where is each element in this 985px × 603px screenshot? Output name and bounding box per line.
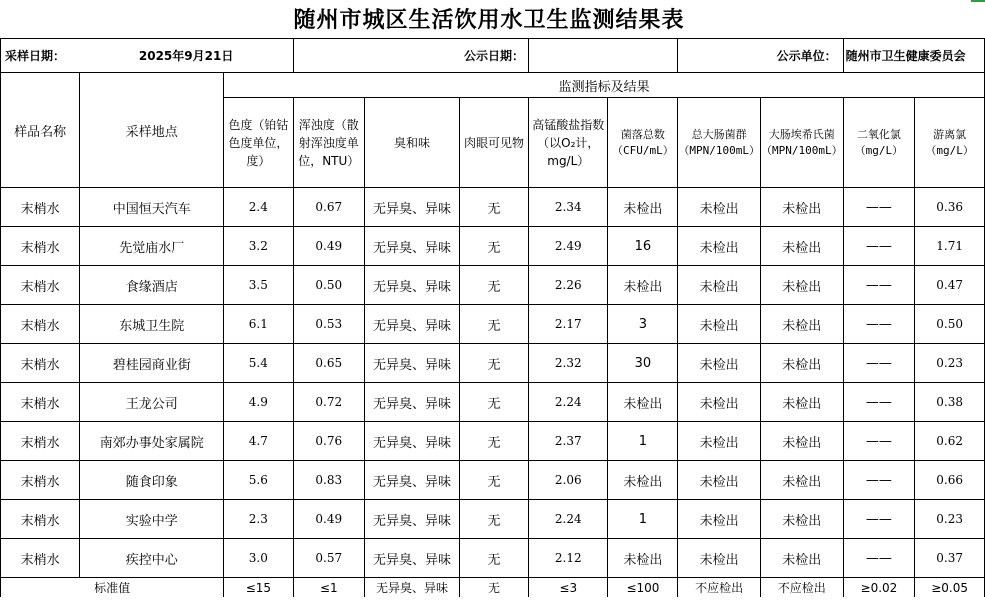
- standard-value-cell: 无异臭、异味: [364, 578, 459, 598]
- value-cell: 3.0: [224, 539, 293, 578]
- value-cell: 0.23: [915, 344, 985, 383]
- location-cell: 东城卫生院: [80, 305, 224, 344]
- value-cell: 未检出: [678, 266, 761, 305]
- publish-date-value: [529, 39, 678, 73]
- value-cell: 无: [459, 266, 528, 305]
- value-cell: 6.1: [224, 305, 293, 344]
- value-cell: 未检出: [678, 422, 761, 461]
- value-cell: 无异臭、异味: [364, 461, 459, 500]
- value-cell: 无异臭、异味: [364, 539, 459, 578]
- value-cell: ——: [843, 266, 915, 305]
- value-cell: 未检出: [760, 188, 843, 227]
- sample-name-cell: 末梢水: [1, 266, 80, 305]
- sample-name-cell: 末梢水: [1, 500, 80, 539]
- sample-name-cell: 末梢水: [1, 383, 80, 422]
- value-cell: 未检出: [608, 461, 678, 500]
- value-cell: 30: [608, 344, 678, 383]
- table-row: [1, 422, 985, 461]
- header-row-group: [1, 73, 985, 98]
- value-cell: 未检出: [678, 344, 761, 383]
- standard-row: [1, 578, 985, 598]
- value-cell: 0.57: [293, 539, 364, 578]
- value-cell: ——: [843, 539, 915, 578]
- value-cell: 0.66: [915, 461, 985, 500]
- standard-value-cell: 不应检出: [760, 578, 843, 598]
- table-row: [1, 344, 985, 383]
- value-cell: 1.71: [915, 227, 985, 266]
- location-cell: 随食印象: [80, 461, 224, 500]
- publish-unit-label: 公示单位：: [678, 39, 843, 73]
- value-cell: 4.7: [224, 422, 293, 461]
- info-row: [1, 39, 985, 73]
- value-cell: 0.36: [915, 188, 985, 227]
- header-col-1: 浑浊度（散射浑浊度单位，NTU）: [293, 98, 364, 188]
- value-cell: 0.49: [293, 227, 364, 266]
- location-cell: 王龙公司: [80, 383, 224, 422]
- location-cell: 先觉庙水厂: [80, 227, 224, 266]
- table-row: [1, 266, 985, 305]
- sample-name-cell: 末梢水: [1, 539, 80, 578]
- value-cell: 未检出: [760, 227, 843, 266]
- sample-name-cell: 末梢水: [1, 344, 80, 383]
- value-cell: 0.37: [915, 539, 985, 578]
- value-cell: 5.4: [224, 344, 293, 383]
- value-cell: 1: [608, 422, 678, 461]
- value-cell: 2.17: [529, 305, 608, 344]
- value-cell: 无异臭、异味: [364, 500, 459, 539]
- value-cell: 2.3: [224, 500, 293, 539]
- sample-name-cell: 末梢水: [1, 227, 80, 266]
- value-cell: 2.34: [529, 188, 608, 227]
- value-cell: 2.32: [529, 344, 608, 383]
- value-cell: 未检出: [678, 461, 761, 500]
- value-cell: 未检出: [608, 539, 678, 578]
- standard-value-cell: ≤3: [529, 578, 608, 598]
- header-col-0: 色度（铂钴色度单位，度）: [224, 98, 293, 188]
- value-cell: 无异臭、异味: [364, 383, 459, 422]
- value-cell: 未检出: [760, 461, 843, 500]
- report-title: 随州市城区生活饮用水卫生监测结果表: [293, 7, 685, 33]
- value-cell: 无: [459, 344, 528, 383]
- standard-value-cell: 无: [459, 578, 528, 598]
- sample-name-cell: 末梢水: [1, 422, 80, 461]
- value-cell: 2.49: [529, 227, 608, 266]
- value-cell: ——: [843, 461, 915, 500]
- value-cell: 2.12: [529, 539, 608, 578]
- value-cell: 未检出: [678, 539, 761, 578]
- value-cell: 2.24: [529, 500, 608, 539]
- table-row: [1, 539, 985, 578]
- value-cell: 未检出: [760, 539, 843, 578]
- value-cell: 2.37: [529, 422, 608, 461]
- value-cell: 0.83: [293, 461, 364, 500]
- location-cell: 中国恒天汽车: [80, 188, 224, 227]
- value-cell: 未检出: [678, 500, 761, 539]
- value-cell: 未检出: [608, 383, 678, 422]
- header-col-4: 高锰酸盐指数（以O₂计，mg/L）: [529, 98, 608, 188]
- value-cell: 未检出: [760, 383, 843, 422]
- header-col-7: 大肠埃希氏菌（MPN/100mL）: [760, 98, 843, 188]
- value-cell: 未检出: [760, 305, 843, 344]
- location-cell: 南郊办事处家属院: [80, 422, 224, 461]
- value-cell: 0.50: [915, 305, 985, 344]
- value-cell: 未检出: [760, 500, 843, 539]
- header-col-5: 菌落总数（CFU/mL）: [608, 98, 678, 188]
- value-cell: 未检出: [760, 344, 843, 383]
- value-cell: 未检出: [760, 266, 843, 305]
- value-cell: 无: [459, 227, 528, 266]
- value-cell: ——: [843, 422, 915, 461]
- value-cell: 无异臭、异味: [364, 422, 459, 461]
- sample-name-cell: 末梢水: [1, 305, 80, 344]
- standard-value-cell: 不应检出: [678, 578, 761, 598]
- value-cell: 5.6: [224, 461, 293, 500]
- value-cell: 3.2: [224, 227, 293, 266]
- value-cell: 1: [608, 500, 678, 539]
- sample-date-value: 2025年9月21日: [80, 39, 293, 73]
- value-cell: 16: [608, 227, 678, 266]
- header-location: 采样地点: [80, 73, 224, 188]
- value-cell: 4.9: [224, 383, 293, 422]
- value-cell: 无: [459, 305, 528, 344]
- value-cell: 2.24: [529, 383, 608, 422]
- value-cell: 0.23: [915, 500, 985, 539]
- table-row: [1, 461, 985, 500]
- value-cell: 无: [459, 422, 528, 461]
- header-col-6: 总大肠菌群（MPN/100mL）: [678, 98, 761, 188]
- value-cell: 无: [459, 383, 528, 422]
- header-col-9: 游离氯（mg/L）: [915, 98, 985, 188]
- value-cell: 无异臭、异味: [364, 188, 459, 227]
- value-cell: 0.76: [293, 422, 364, 461]
- sample-name-cell: 末梢水: [1, 461, 80, 500]
- value-cell: ——: [843, 344, 915, 383]
- value-cell: 0.62: [915, 422, 985, 461]
- value-cell: 无异臭、异味: [364, 266, 459, 305]
- value-cell: 0.49: [293, 500, 364, 539]
- value-cell: 无异臭、异味: [364, 305, 459, 344]
- location-cell: 疾控中心: [80, 539, 224, 578]
- header-sample-name: 样品名称: [1, 73, 80, 188]
- table-row: [1, 500, 985, 539]
- value-cell: 0.67: [293, 188, 364, 227]
- publish-unit-value: 随州市卫生健康委员会: [843, 39, 984, 73]
- results-table: [0, 38, 985, 597]
- value-cell: 未检出: [678, 383, 761, 422]
- value-cell: 0.38: [915, 383, 985, 422]
- value-cell: 2.4: [224, 188, 293, 227]
- value-cell: 0.47: [915, 266, 985, 305]
- header-col-3: 肉眼可见物: [459, 98, 528, 188]
- standard-label: 标准值: [1, 578, 224, 598]
- location-cell: 食缘酒店: [80, 266, 224, 305]
- value-cell: 0.53: [293, 305, 364, 344]
- value-cell: 无: [459, 188, 528, 227]
- table-row: [1, 383, 985, 422]
- value-cell: 无异臭、异味: [364, 227, 459, 266]
- table-row: [1, 305, 985, 344]
- value-cell: 未检出: [678, 305, 761, 344]
- header-col-8: 二氧化氯（mg/L）: [843, 98, 915, 188]
- header-col-2: 臭和味: [364, 98, 459, 188]
- value-cell: 无: [459, 500, 528, 539]
- location-cell: 实验中学: [80, 500, 224, 539]
- publish-date-label: 公示日期：: [293, 39, 529, 73]
- cell-corner-marker: [971, 0, 985, 8]
- value-cell: 无: [459, 461, 528, 500]
- value-cell: ——: [843, 227, 915, 266]
- value-cell: ——: [843, 188, 915, 227]
- standard-value-cell: ≥0.02: [843, 578, 915, 598]
- value-cell: 无异臭、异味: [364, 344, 459, 383]
- value-cell: 2.26: [529, 266, 608, 305]
- value-cell: 3: [608, 305, 678, 344]
- standard-value-cell: ≤15: [224, 578, 293, 598]
- location-cell: 碧桂园商业街: [80, 344, 224, 383]
- value-cell: 未检出: [760, 422, 843, 461]
- sample-date-label: 采样日期：: [1, 39, 80, 73]
- value-cell: ——: [843, 383, 915, 422]
- value-cell: 未检出: [608, 188, 678, 227]
- value-cell: 3.5: [224, 266, 293, 305]
- standard-value-cell: ≥0.05: [915, 578, 985, 598]
- value-cell: ——: [843, 500, 915, 539]
- header-indicator-group: 监测指标及结果: [224, 73, 985, 98]
- value-cell: 未检出: [678, 188, 761, 227]
- standard-value-cell: ≤1: [293, 578, 364, 598]
- value-cell: ——: [843, 305, 915, 344]
- table-row: [1, 227, 985, 266]
- value-cell: 0.72: [293, 383, 364, 422]
- value-cell: 0.65: [293, 344, 364, 383]
- value-cell: 2.06: [529, 461, 608, 500]
- sample-name-cell: 末梢水: [1, 188, 80, 227]
- value-cell: 未检出: [678, 227, 761, 266]
- value-cell: 0.50: [293, 266, 364, 305]
- table-row: [1, 188, 985, 227]
- standard-value-cell: ≤100: [608, 578, 678, 598]
- value-cell: 未检出: [608, 266, 678, 305]
- value-cell: 无: [459, 539, 528, 578]
